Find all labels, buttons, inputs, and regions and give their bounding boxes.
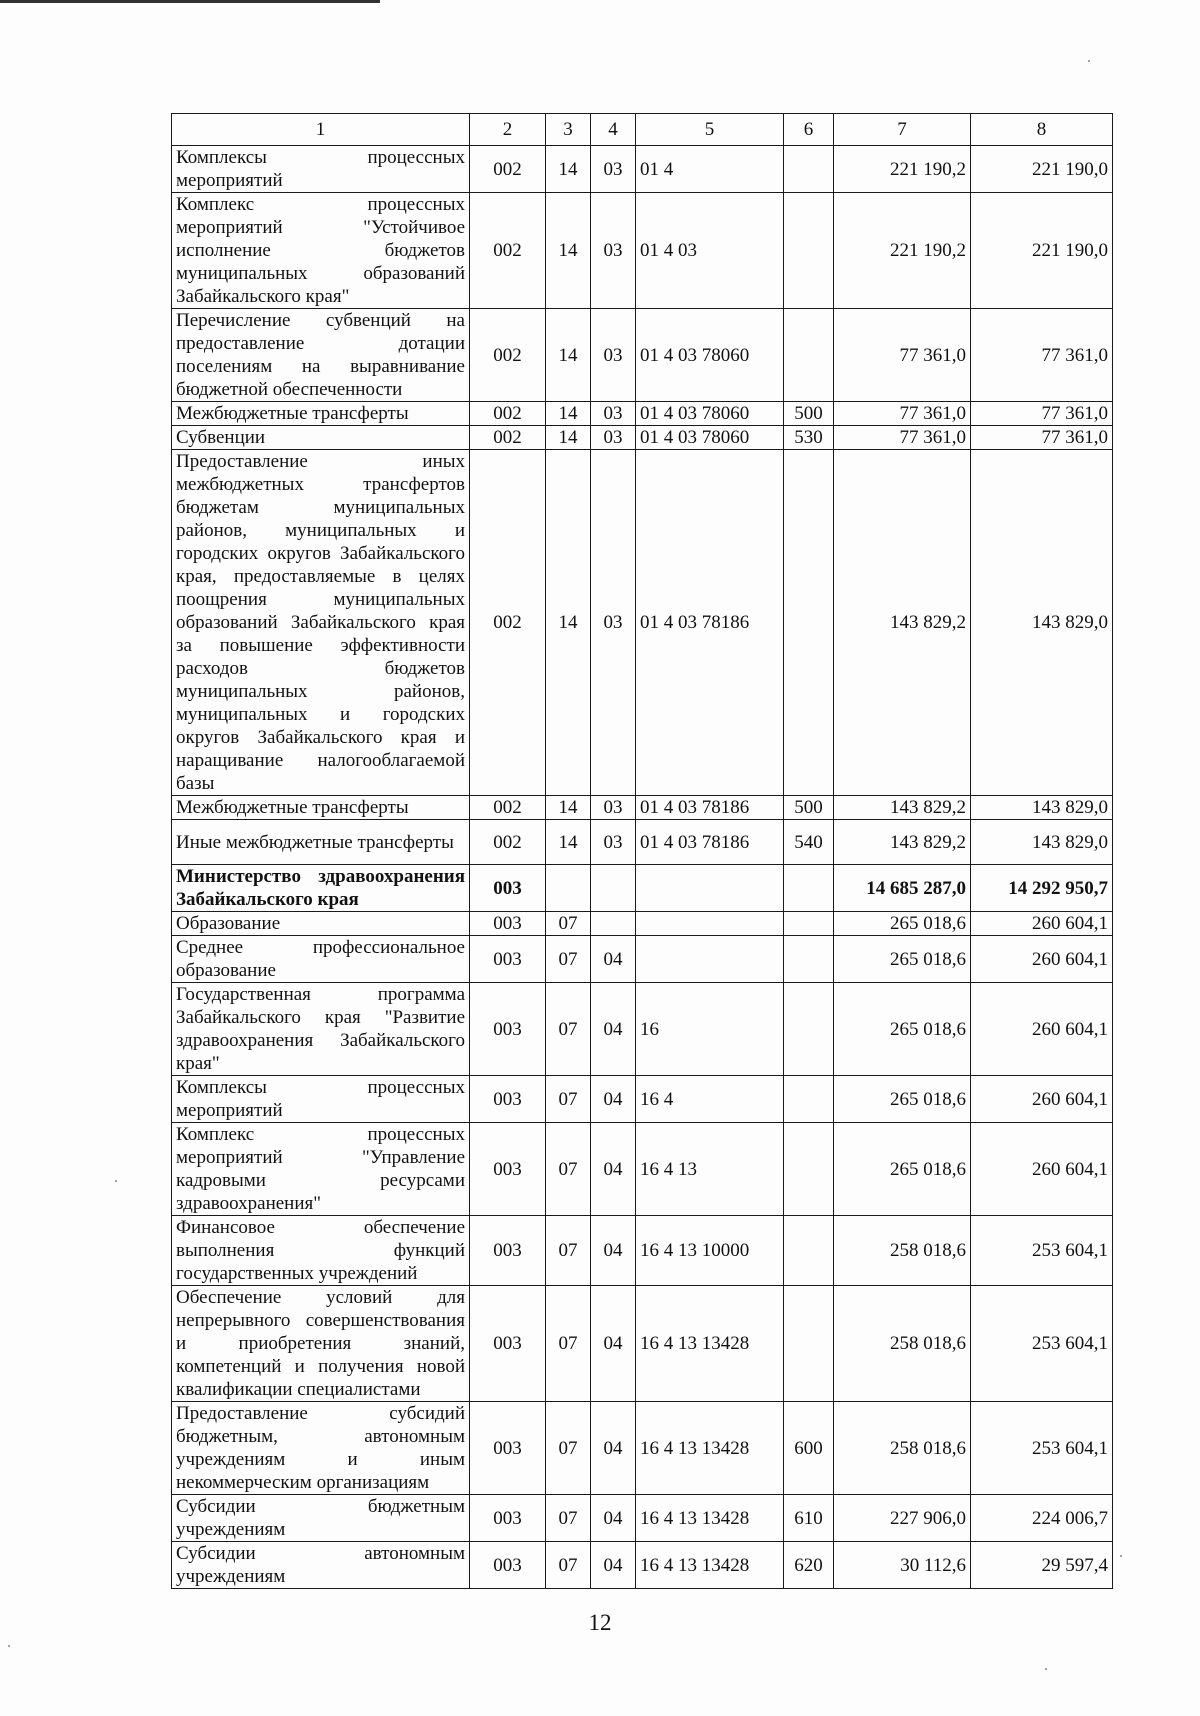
table-row <box>172 146 1113 193</box>
target-article-cell: 16 4 13 13428 <box>636 1286 784 1402</box>
target-article-cell <box>636 936 784 983</box>
amount-year2-cell: 253 604,1 <box>971 1402 1113 1495</box>
ministry-code-cell: 003 <box>470 865 546 912</box>
section-code-cell: 07 <box>546 1076 591 1123</box>
target-article-cell: 16 4 13 13428 <box>636 1542 784 1589</box>
amount-year1-cell: 227 906,0 <box>834 1495 971 1542</box>
amount-year2-cell: 260 604,1 <box>971 936 1113 983</box>
expense-type-cell: 620 <box>784 1542 834 1589</box>
expense-type-cell <box>784 146 834 193</box>
section-code-cell: 07 <box>546 1216 591 1286</box>
expense-type-cell: 530 <box>784 426 834 450</box>
section-code-cell: 14 <box>546 402 591 426</box>
ministry-code-cell: 003 <box>470 1542 546 1589</box>
amount-year2-cell: 221 190,0 <box>971 146 1113 193</box>
amount-year1-cell: 221 190,2 <box>834 146 971 193</box>
ministry-code-cell: 002 <box>470 796 546 820</box>
target-article-cell: 01 4 03 78186 <box>636 796 784 820</box>
ministry-code-cell: 002 <box>470 426 546 450</box>
amount-year1-cell: 30 112,6 <box>834 1542 971 1589</box>
table-row <box>172 450 1113 796</box>
expense-type-cell <box>784 193 834 309</box>
subsection-code-cell: 04 <box>591 1216 636 1286</box>
subsection-code-cell: 04 <box>591 1286 636 1402</box>
ministry-code-cell: 002 <box>470 402 546 426</box>
ministry-code-cell: 002 <box>470 146 546 193</box>
target-article-cell: 16 4 13 <box>636 1123 784 1216</box>
table-row <box>172 1216 1113 1286</box>
column-number: 3 <box>546 114 591 146</box>
ministry-code-cell: 003 <box>470 936 546 983</box>
subsection-code-cell: 03 <box>591 796 636 820</box>
subsection-code-cell: 03 <box>591 402 636 426</box>
row-name-cell: Субсидии бюджетным учреждениям <box>172 1495 470 1542</box>
row-name-cell: Субвенции <box>172 426 470 450</box>
expense-type-cell <box>784 309 834 402</box>
ministry-code-cell: 003 <box>470 912 546 936</box>
table-row <box>172 936 1113 983</box>
ministry-code-cell: 002 <box>470 820 546 865</box>
section-code-cell: 14 <box>546 193 591 309</box>
subsection-code-cell: 04 <box>591 983 636 1076</box>
amount-year1-cell: 258 018,6 <box>834 1216 971 1286</box>
amount-year1-cell: 265 018,6 <box>834 936 971 983</box>
amount-year2-cell: 143 829,0 <box>971 450 1113 796</box>
ministry-code-cell: 003 <box>470 1286 546 1402</box>
row-name-cell: Министерство здравоохранения Забайкальского края <box>172 865 470 912</box>
expense-type-cell: 610 <box>784 1495 834 1542</box>
expense-type-cell <box>784 450 834 796</box>
ministry-code-cell: 003 <box>470 1402 546 1495</box>
table-row <box>172 796 1113 820</box>
amount-year1-cell: 77 361,0 <box>834 426 971 450</box>
amount-year2-cell: 77 361,0 <box>971 402 1113 426</box>
table-row <box>172 309 1113 402</box>
section-code-cell: 07 <box>546 1495 591 1542</box>
expense-type-cell <box>784 1076 834 1123</box>
section-code-cell: 07 <box>546 1542 591 1589</box>
table-row <box>172 1495 1113 1542</box>
amount-year2-cell: 253 604,1 <box>971 1286 1113 1402</box>
amount-year2-cell: 260 604,1 <box>971 912 1113 936</box>
amount-year1-cell: 143 829,2 <box>834 796 971 820</box>
section-code-cell: 14 <box>546 820 591 865</box>
amount-year2-cell: 260 604,1 <box>971 1123 1113 1216</box>
amount-year1-cell: 258 018,6 <box>834 1286 971 1402</box>
section-code-cell: 14 <box>546 450 591 796</box>
column-number: 2 <box>470 114 546 146</box>
row-name-cell: Комплекс процессных мероприятий "Устойчивое исполнение бюджетов муниципальных образований Забайкальского края" <box>172 193 470 309</box>
target-article-cell: 01 4 03 78186 <box>636 450 784 796</box>
table-row <box>172 865 1113 912</box>
row-name-cell: Финансовое обеспечение выполнения функций государственных учреждений <box>172 1216 470 1286</box>
section-code-cell: 07 <box>546 1402 591 1495</box>
row-name-cell: Государственная программа Забайкальского края "Развитие здравоохранения Забайкальского края" <box>172 983 470 1076</box>
target-article-cell: 16 4 13 13428 <box>636 1402 784 1495</box>
row-name-cell: Межбюджетные трансферты <box>172 402 470 426</box>
scan-speck <box>115 1180 117 1182</box>
subsection-code-cell <box>591 865 636 912</box>
table-row <box>172 1123 1113 1216</box>
section-code-cell: 14 <box>546 309 591 402</box>
table-row <box>172 1542 1113 1589</box>
section-code-cell: 14 <box>546 146 591 193</box>
ministry-code-cell: 003 <box>470 1495 546 1542</box>
scan-speck <box>1088 60 1090 62</box>
expense-type-cell <box>784 912 834 936</box>
target-article-cell: 01 4 03 78060 <box>636 402 784 426</box>
amount-year2-cell: 143 829,0 <box>971 796 1113 820</box>
table-row <box>172 426 1113 450</box>
column-number: 6 <box>784 114 834 146</box>
subsection-code-cell: 03 <box>591 309 636 402</box>
row-name-cell: Иные межбюджетные трансферты <box>172 820 470 865</box>
subsection-code-cell <box>591 912 636 936</box>
subsection-code-cell: 03 <box>591 820 636 865</box>
column-number: 1 <box>172 114 470 146</box>
ministry-code-cell: 002 <box>470 193 546 309</box>
table-row <box>172 193 1113 309</box>
amount-year1-cell: 265 018,6 <box>834 1123 971 1216</box>
target-article-cell: 16 4 13 10000 <box>636 1216 784 1286</box>
ministry-code-cell: 002 <box>470 309 546 402</box>
amount-year1-cell: 265 018,6 <box>834 912 971 936</box>
amount-year1-cell: 258 018,6 <box>834 1402 971 1495</box>
page-number: 12 <box>588 1610 612 1635</box>
scan-speck <box>1045 1668 1047 1670</box>
target-article-cell <box>636 865 784 912</box>
scan-speck <box>1120 1555 1122 1557</box>
ministry-code-cell: 002 <box>470 450 546 796</box>
expense-type-cell <box>784 1286 834 1402</box>
scan-speck <box>8 1645 10 1647</box>
target-article-cell: 01 4 03 78060 <box>636 309 784 402</box>
subsection-code-cell: 04 <box>591 1402 636 1495</box>
expense-type-cell <box>784 865 834 912</box>
table-row <box>172 402 1113 426</box>
ministry-code-cell: 003 <box>470 1123 546 1216</box>
target-article-cell: 01 4 03 <box>636 193 784 309</box>
row-name-cell: Комплексы процессных мероприятий <box>172 1076 470 1123</box>
target-article-cell <box>636 912 784 936</box>
amount-year1-cell: 143 829,2 <box>834 450 971 796</box>
row-name-cell: Комплекс процессных мероприятий "Управление кадровыми ресурсами здравоохранения" <box>172 1123 470 1216</box>
amount-year2-cell: 224 006,7 <box>971 1495 1113 1542</box>
table-row <box>172 1402 1113 1495</box>
section-code-cell: 14 <box>546 426 591 450</box>
expense-type-cell <box>784 936 834 983</box>
column-number: 4 <box>591 114 636 146</box>
amount-year2-cell: 260 604,1 <box>971 983 1113 1076</box>
expense-type-cell <box>784 1123 834 1216</box>
amount-year2-cell: 221 190,0 <box>971 193 1113 309</box>
amount-year2-cell: 260 604,1 <box>971 1076 1113 1123</box>
table-row <box>172 820 1113 865</box>
expense-type-cell <box>784 983 834 1076</box>
row-name-cell: Межбюджетные трансферты <box>172 796 470 820</box>
subsection-code-cell: 03 <box>591 426 636 450</box>
column-number: 8 <box>971 114 1113 146</box>
section-code-cell: 07 <box>546 1123 591 1216</box>
target-article-cell: 01 4 03 78060 <box>636 426 784 450</box>
subsection-code-cell: 04 <box>591 1123 636 1216</box>
amount-year1-cell: 265 018,6 <box>834 983 971 1076</box>
table-row <box>172 983 1113 1076</box>
row-name-cell: Среднее профессиональное образование <box>172 936 470 983</box>
ministry-code-cell: 003 <box>470 1076 546 1123</box>
target-article-cell: 16 <box>636 983 784 1076</box>
section-code-cell: 07 <box>546 912 591 936</box>
row-name-cell: Предоставление субсидий бюджетным, автономным учреждениям и иным некоммерческим организациям <box>172 1402 470 1495</box>
amount-year1-cell: 143 829,2 <box>834 820 971 865</box>
expense-type-cell <box>784 1216 834 1286</box>
table-row <box>172 1286 1113 1402</box>
subsection-code-cell: 04 <box>591 936 636 983</box>
column-number: 5 <box>636 114 784 146</box>
subsection-code-cell: 03 <box>591 193 636 309</box>
target-article-cell: 01 4 03 78186 <box>636 820 784 865</box>
row-name-cell: Обеспечение условий для непрерывного совершенствования и приобретения знаний, компетенций и получения новой квалификации специалистами <box>172 1286 470 1402</box>
subsection-code-cell: 04 <box>591 1495 636 1542</box>
expense-type-cell: 600 <box>784 1402 834 1495</box>
budget-table <box>171 113 1113 1589</box>
ministry-code-cell: 003 <box>470 1216 546 1286</box>
column-number-row <box>172 114 1113 146</box>
row-name-cell: Субсидии автономным учреждениям <box>172 1542 470 1589</box>
subsection-code-cell: 03 <box>591 146 636 193</box>
amount-year2-cell: 143 829,0 <box>971 820 1113 865</box>
amount-year1-cell: 265 018,6 <box>834 1076 971 1123</box>
row-name-cell: Предоставление иных межбюджетных трансфертов бюджетам муниципальных районов, муниципальных и городских округов Забайкальского края, предоставляемые в целях поощрения муниципальных образований Забайкальского края за повышение эффективности расходов бюджетов муниципальных районов, муниципальных и городских округов Забайкальского края и наращивание налогооблагаемой базы <box>172 450 470 796</box>
table-row <box>172 1076 1113 1123</box>
amount-year1-cell: 14 685 287,0 <box>834 865 971 912</box>
subsection-code-cell: 04 <box>591 1542 636 1589</box>
amount-year2-cell: 29 597,4 <box>971 1542 1113 1589</box>
expense-type-cell: 500 <box>784 402 834 426</box>
table-row <box>172 912 1113 936</box>
amount-year1-cell: 221 190,2 <box>834 193 971 309</box>
subsection-code-cell: 03 <box>591 450 636 796</box>
target-article-cell: 16 4 13 13428 <box>636 1495 784 1542</box>
row-name-cell: Комплексы процессных мероприятий <box>172 146 470 193</box>
column-number: 7 <box>834 114 971 146</box>
expense-type-cell: 540 <box>784 820 834 865</box>
amount-year1-cell: 77 361,0 <box>834 309 971 402</box>
amount-year2-cell: 14 292 950,7 <box>971 865 1113 912</box>
section-code-cell <box>546 865 591 912</box>
amount-year2-cell: 77 361,0 <box>971 426 1113 450</box>
amount-year2-cell: 77 361,0 <box>971 309 1113 402</box>
section-code-cell: 07 <box>546 983 591 1076</box>
row-name-cell: Образование <box>172 912 470 936</box>
section-code-cell: 07 <box>546 936 591 983</box>
amount-year1-cell: 77 361,0 <box>834 402 971 426</box>
scan-artifact-line <box>0 0 380 3</box>
amount-year2-cell: 253 604,1 <box>971 1216 1113 1286</box>
target-article-cell: 01 4 <box>636 146 784 193</box>
section-code-cell: 14 <box>546 796 591 820</box>
target-article-cell: 16 4 <box>636 1076 784 1123</box>
expense-type-cell: 500 <box>784 796 834 820</box>
section-code-cell: 07 <box>546 1286 591 1402</box>
row-name-cell: Перечисление субвенций на предоставление дотации поселениям на выравнивание бюджетной обеспеченности <box>172 309 470 402</box>
ministry-code-cell: 003 <box>470 983 546 1076</box>
subsection-code-cell: 04 <box>591 1076 636 1123</box>
